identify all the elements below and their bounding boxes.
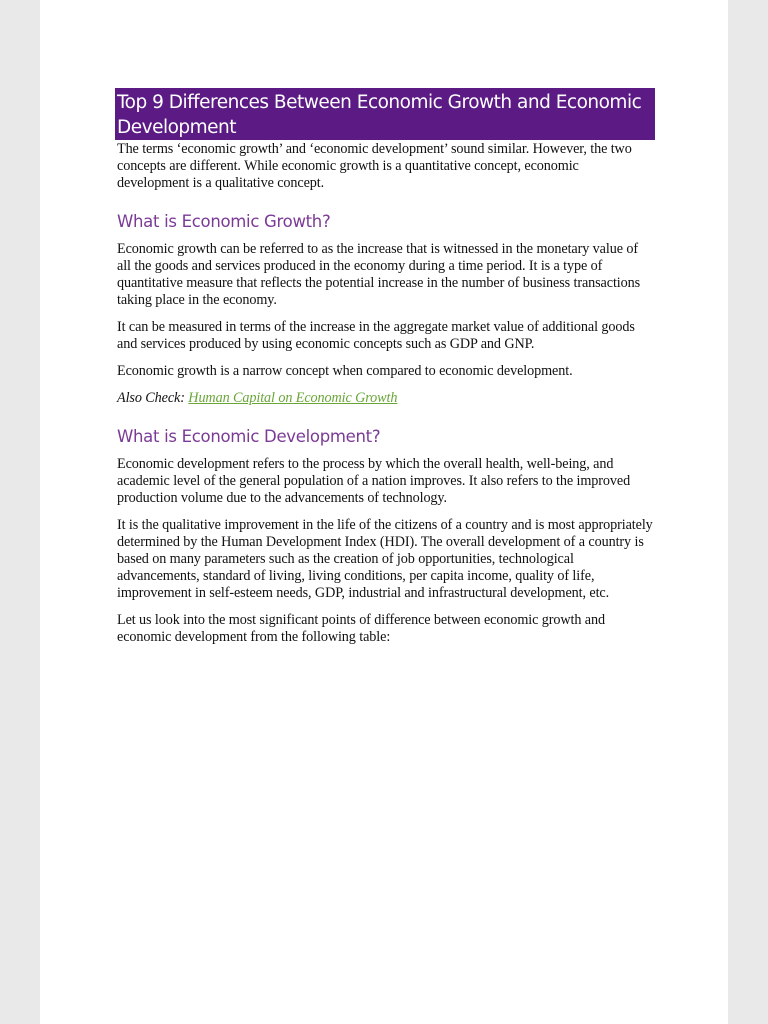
growth-paragraph-1: Economic growth can be referred to as the increase that is witnessed in the monetary value of all the goods and services produced in the economy during a time period. It is a type of quantitative measure that reflects the potential increase in the number of business transactions taking place in the economy. xyxy=(117,241,641,308)
development-paragraph-3: Let us look into the most significant points of difference between economic growth and economic development from the following table: xyxy=(117,612,605,645)
document-content xyxy=(117,88,653,646)
section-heading-development: What is Economic Development? xyxy=(117,427,381,446)
also-check-line xyxy=(117,390,653,407)
development-paragraph-1: Economic development refers to the process by which the overall health, well-being, and academic level of the general population of a nation improves. It also refers to the improved production volume due to the advancements of technology. xyxy=(117,456,631,506)
section-heading-growth: What is Economic Growth? xyxy=(117,212,331,231)
intro-paragraph: The terms ‘economic growth’ and ‘economic development’ sound similar. However, the two concepts are different. While economic growth is a quantitative concept, economic development is a qualitative concept. xyxy=(117,141,632,191)
also-check-label: Also Check: xyxy=(117,390,185,406)
development-paragraph-2: It is the qualitative improvement in the life of the citizens of a country and is most appropriately determined by the Human Development Index (HDI). The overall development of a country is based on many parameters such as the creation of job opportunities, technological advancements, standard of living, living conditions, per capita income, quality of life, improvement in self-esteem needs, GDP, industrial and infrastructural development, etc. xyxy=(117,517,653,601)
page-title: Top 9 Differences Between Economic Growth and Economic Development xyxy=(115,88,655,140)
also-check-link[interactable]: Human Capital on Economic Growth xyxy=(188,390,398,406)
growth-paragraph-2: It can be measured in terms of the increase in the aggregate market value of additional goods and services produced by using economic concepts such as GDP and GNP. xyxy=(117,319,635,352)
growth-paragraph-3: Economic growth is a narrow concept when compared to economic development. xyxy=(117,363,573,379)
document-page xyxy=(40,0,728,1024)
